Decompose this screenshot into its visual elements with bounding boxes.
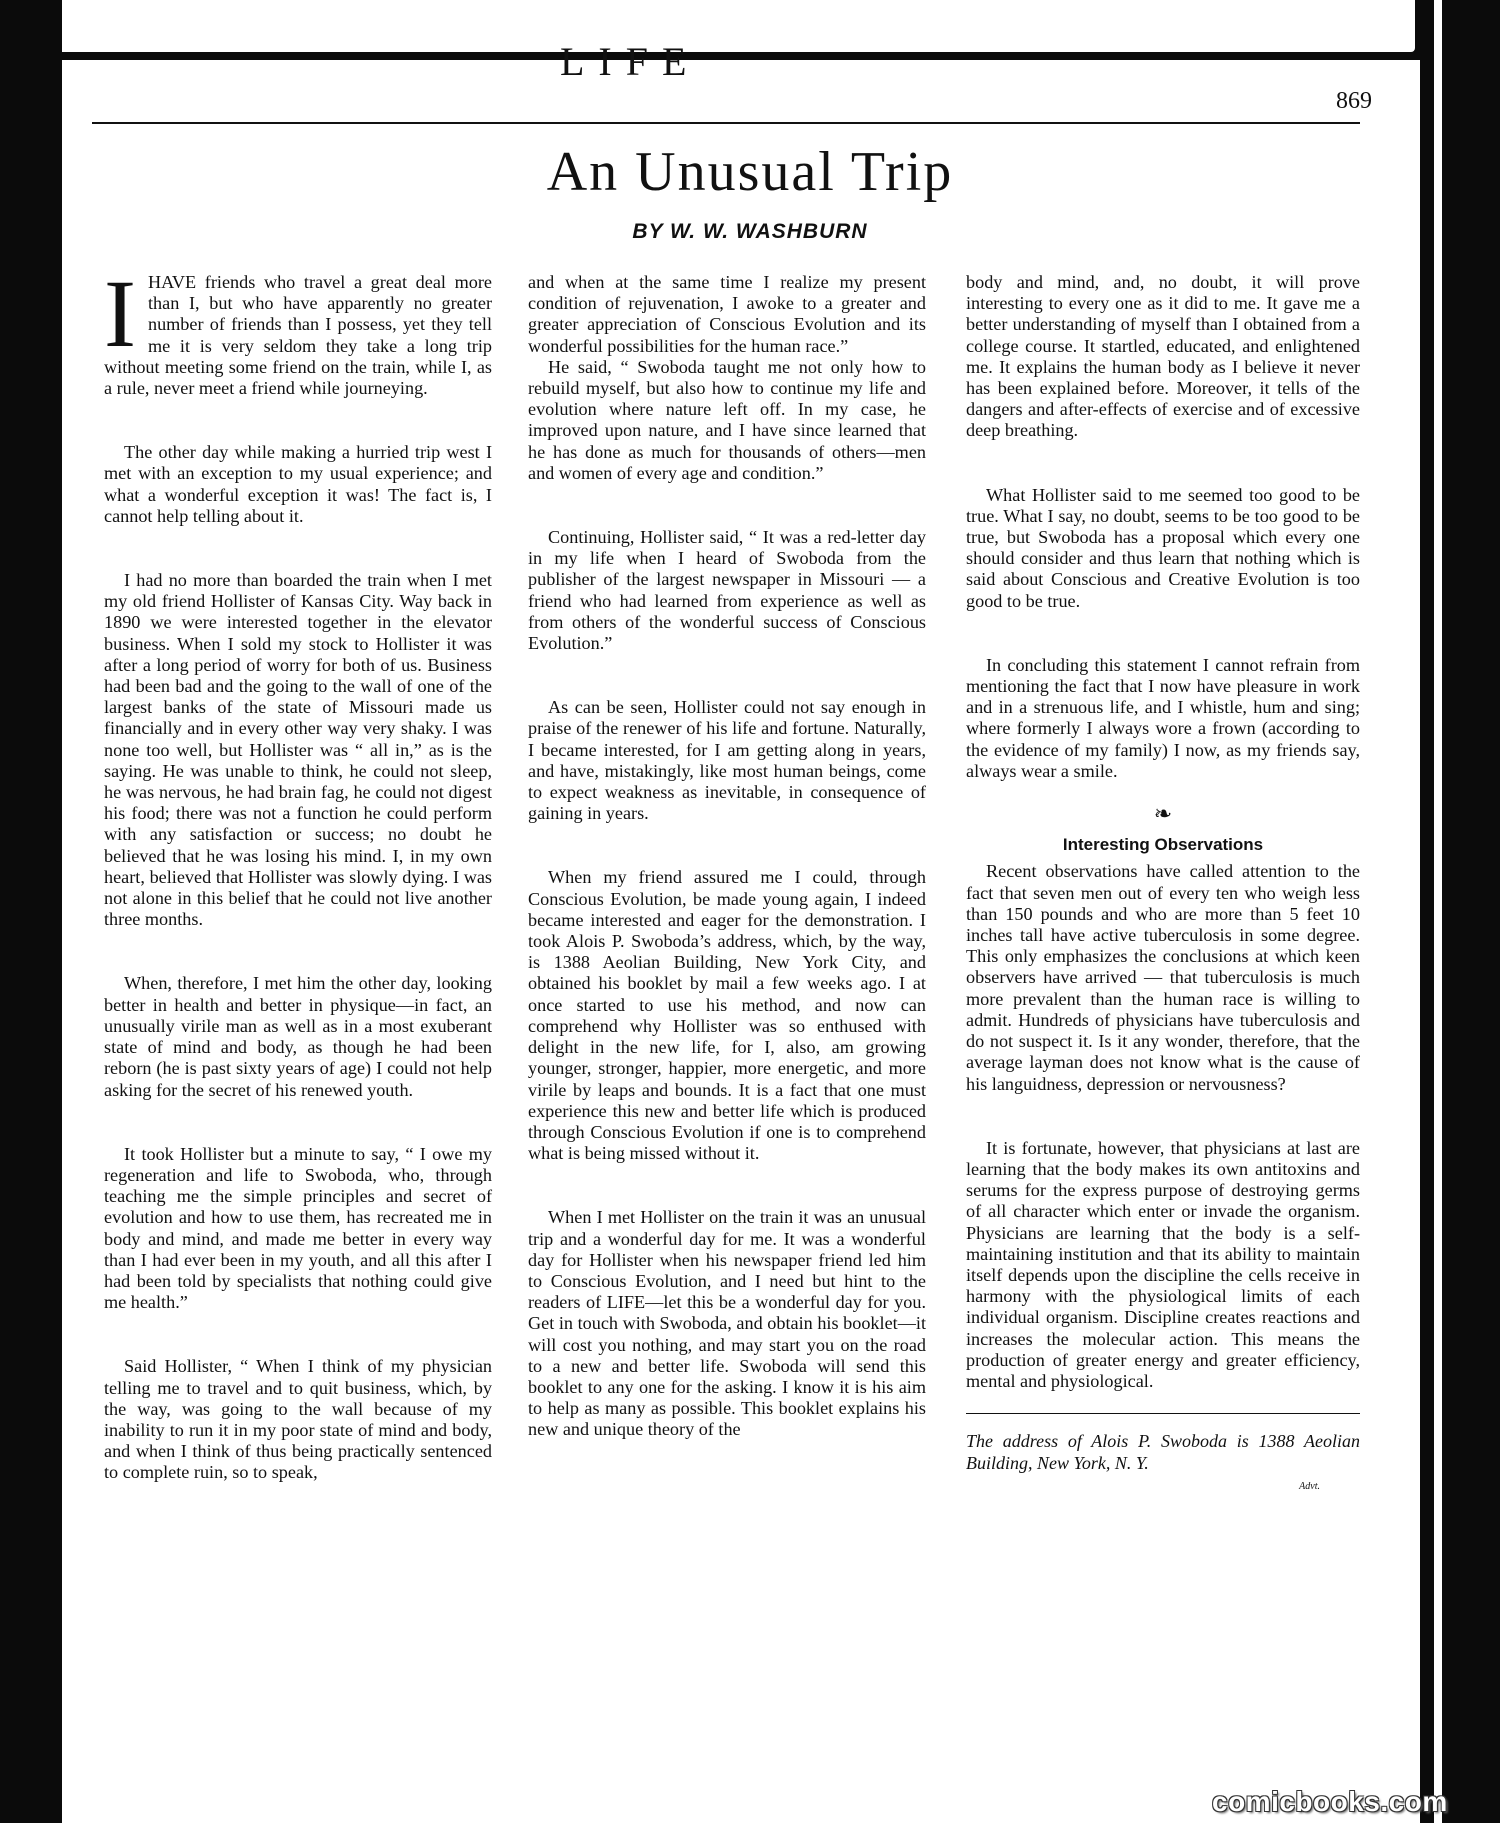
- page-number: 869: [1336, 88, 1372, 114]
- paragraph: He said, “ Swoboda taught me not only how to rebuild myself, but also how to continue my life and evolution where nature left off. In my case, he improved upon nature, and I have since learned that he has done as much for thousands of others—men and women of every age and condition.”: [528, 356, 926, 483]
- paragraph: When, therefore, I met him the other day, looking better in health and better in physique—in fact, an unusually virile man as well as in a most exuberant state of mind and body, as though he had been reborn (he is past sixty years of age) I could not help asking for the secret of his renewed youth.: [104, 973, 492, 1100]
- paragraph: As can be seen, Hollister could not say enough in praise of the renewer of his life and fortune. Naturally, I became interested, for I am getting along in years, and have, mistakingly, like most human beings, come to expect weakness as inevitable, in consequence of gaining in years.: [528, 697, 926, 824]
- advertisement-mark: Advt.: [1299, 1481, 1320, 1493]
- paragraph: I had no more than boarded the train when I met my old friend Hollister of Kansas City. Way back in 1890 we were interested together in the elevator business. When I sold my stock to Hollister it was after a long period of worry for both of us. Business had been bad and the going to the wall of one of the largest banks of the state of Missouri made us financially and in every other way very shaky. I was none too well, but Hollister was “ all in,” as is the saying. He was unable to think, he could not sleep, he was nervous, he had brain fag, he could not digest his food; there was not a function he could perform with any satisfaction or success; no doubt he believed that he was losing his mind. I, in my own heart, believed that Hollister was slowly dying. I was not alone in this belief that he could not live another three months.: [104, 570, 492, 930]
- paragraph: It is fortunate, however, that physicians at last are learning that the body makes its own antitoxins and serums for the express purpose of destroying germs of all character which enter or invade the organism. Physicians are learning that the body is a self-maintaining institution and that its ability to maintain itself depends upon the discipline the cells receive in harmony with the physiological limits of each individual organism. Discipline creates reactions and increases the molecular action. This means the production of greater energy and greater efficiency, mental and physiological.: [966, 1137, 1360, 1391]
- article-byline: BY W. W. WASHBURN: [632, 220, 868, 243]
- column-1: [104, 260, 492, 1505]
- scan-border-top: [0, 0, 1500, 60]
- scan-border-left: [0, 0, 62, 1823]
- ornament-icon: ❧: [1153, 801, 1173, 827]
- paragraph: Said Hollister, “ When I think of my physician telling me to travel and to quit business, which, by the way, was going to the wall because of my inability to run it in my poor state of mind and body, and when I think of thus being practically sentenced to complete ruin, so to speak,: [104, 1356, 492, 1483]
- drop-cap: I: [104, 260, 136, 367]
- paragraph: In concluding this statement I cannot refrain from mentioning the fact that I now have pleasure in work and in a strenuous life, and I whistle, hum and sing; where formerly I always wore a frown (according to the evidence of my family) I now, as my friends say, always wear a smile.: [966, 654, 1360, 781]
- paragraph: When I met Hollister on the train it was an unusual trip and a wonderful day for me. It was a wonderful day for Hollister when his newspaper friend led him to Conscious Evolution, and I need but hint to the readers of LIFE—let this be a wonderful day for you. Get in touch with Swoboda, and obtain his booklet—it will cost you nothing, and may start you on the road to a new and better life. Swoboda will send this booklet to any one for the asking. I know it is his aim to help as many as possible. This booklet explains his new and unique theory of the: [528, 1207, 926, 1440]
- masthead: LIFE: [560, 39, 701, 84]
- paragraph: When my friend assured me I could, through Conscious Evolution, be made young again, I indeed became interested and eager for the demonstration. I took Alois P. Swoboda’s address, which, by the way, is 1388 Aeolian Building, New York City, and obtained his booklet by mail a few weeks ago. I at once started to use his method, and now can comprehend why Hollister was so enthused with delight in the new life, for I, also, am growing younger, stronger, happier, more energetic, and more virile by leaps and bounds. It is a fact that one must experience this new and better life which is produced through Conscious Evolution if one is to comprehend what is being missed without it.: [528, 867, 926, 1164]
- header-rule: [92, 122, 1360, 124]
- paragraph: It took Hollister but a minute to say, “ I owe my regeneration and life to Swoboda, who, through teaching me the simple principles and secret of evolution and how to use them, has recreated me in body and mind, and made me better in every way than I had ever been in my youth, and all this after I had been told by specialists that nothing could give me health.”: [104, 1143, 492, 1313]
- paragraph: and when at the same time I realize my present condition of rejuvenation, I awoke to a greater and greater appreciation of Conscious Evolution and its wonderful possibilities for the human race.”: [528, 272, 926, 356]
- watermark: comicbooks.com: [1212, 1786, 1448, 1817]
- article-title: An Unusual Trip: [546, 141, 954, 203]
- section-heading: Interesting Observations: [1062, 835, 1264, 855]
- note-divider: [966, 1413, 1360, 1414]
- paragraph: Recent observations have called attention to the fact that seven men out of every ten who weigh less than 150 pounds and who are more than 5 feet 10 inches tall have active tuberculosis in some degree. This only emphasizes the conclusions at which keen observers have arrived — that tuberculosis is much more prevalent than the human race is willing to admit. Hundreds of physicians have tuberculosis and do not suspect it. Is it any wonder, therefore, that the average layman does not know what is the cause of his languidness, depression or nervousness?: [966, 861, 1360, 1094]
- column-3: [966, 272, 1360, 1497]
- column-2: [528, 272, 926, 1462]
- scan-border-right: [1420, 0, 1500, 1823]
- paragraph: The other day while making a hurried trip west I met with an exception to my usual experience; and what a wonderful exception it was! The fact is, I cannot help telling about it.: [104, 442, 492, 526]
- address-note: The address of Alois P. Swoboda is 1388 Aeolian Building, New York, N. Y.: [966, 1431, 1360, 1474]
- paragraph: Continuing, Hollister said, “ It was a red-letter day in my life when I heard of Swoboda from the publisher of the largest newspaper in Missouri — a friend who had learned from experience as well as from others of the wonderful success of Conscious Evolution.”: [528, 527, 926, 654]
- paragraph: IHAVE friends who travel a great deal more than I, but who have apparently no greater number of friends than I possess, yet they tell me it is very seldom they take a long trip without meeting some friend on the train, while I, as a rule, never meet a friend while journeying.: [104, 260, 492, 399]
- paragraph: body and mind, and, no doubt, it will prove interesting to every one as it did to me. It gave me a better understanding of myself than I obtained from a college course. It startled, educated, and enlightened me. It explains the human body as I believe it never has been explained before. Moreover, it tells of the dangers and after-effects of exercise and of excessive deep breathing.: [966, 272, 1360, 441]
- paragraph: What Hollister said to me seemed too good to be true. What I say, no doubt, seems to be too good to be true, but Swoboda has a proposal which every one should consider and thus learn that nothing which is said about Conscious and Creative Evolution is too good to be true.: [966, 484, 1360, 611]
